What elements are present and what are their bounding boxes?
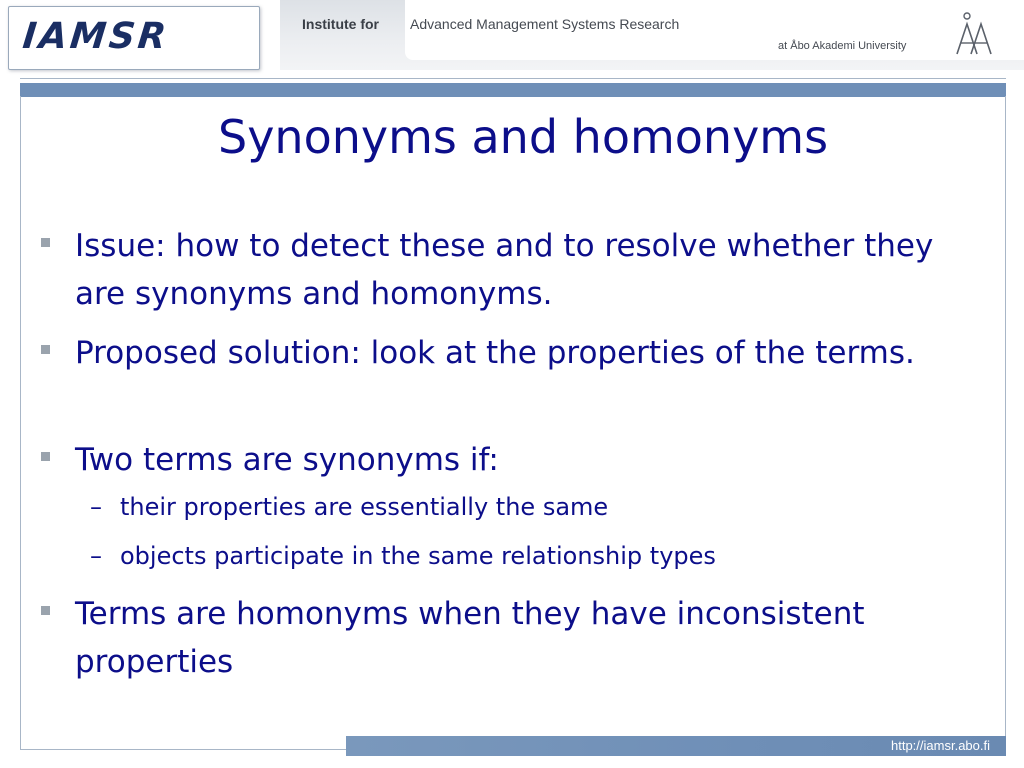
bullet-item: Proposed solution: look at the properties of the terms. — [75, 335, 915, 371]
frame-right-line — [1005, 96, 1006, 736]
bullet-marker-icon — [41, 345, 50, 354]
institute-prefix: Institute for — [302, 16, 379, 32]
bullet-item: Issue: how to detect these and to resolve whether they are synonyms and homonyms. — [75, 228, 934, 312]
sub-bullet-marker: – — [90, 493, 102, 521]
sub-bullet-item: objects participate in the same relationship types — [120, 542, 716, 570]
iamsr-logo — [8, 6, 260, 70]
bullet-marker-icon — [41, 452, 50, 461]
sub-bullet-marker: – — [90, 542, 102, 570]
footer-url: http://iamsr.abo.fi — [891, 738, 990, 753]
frame-left-line — [20, 96, 21, 750]
university-name: at Åbo Akademi University — [778, 40, 907, 52]
institute-name: Advanced Management Systems Research — [410, 16, 680, 32]
abo-akademi-logo-icon — [955, 10, 993, 56]
bullet-marker-icon — [41, 606, 50, 615]
bullet-item: Terms are homonyms when they have inconsistent properties — [75, 596, 865, 680]
sub-bullet-item: their properties are essentially the same — [120, 493, 609, 521]
frame-bottom-line — [20, 749, 346, 750]
bullet-item: Two terms are synonyms if: — [75, 442, 499, 478]
header-accent-bar — [20, 83, 1006, 97]
logo-text: IAMSR — [20, 16, 171, 57]
slide-title: Synonyms and homonyms — [218, 110, 829, 164]
bullet-marker-icon — [41, 238, 50, 247]
header-rule — [20, 78, 1006, 79]
